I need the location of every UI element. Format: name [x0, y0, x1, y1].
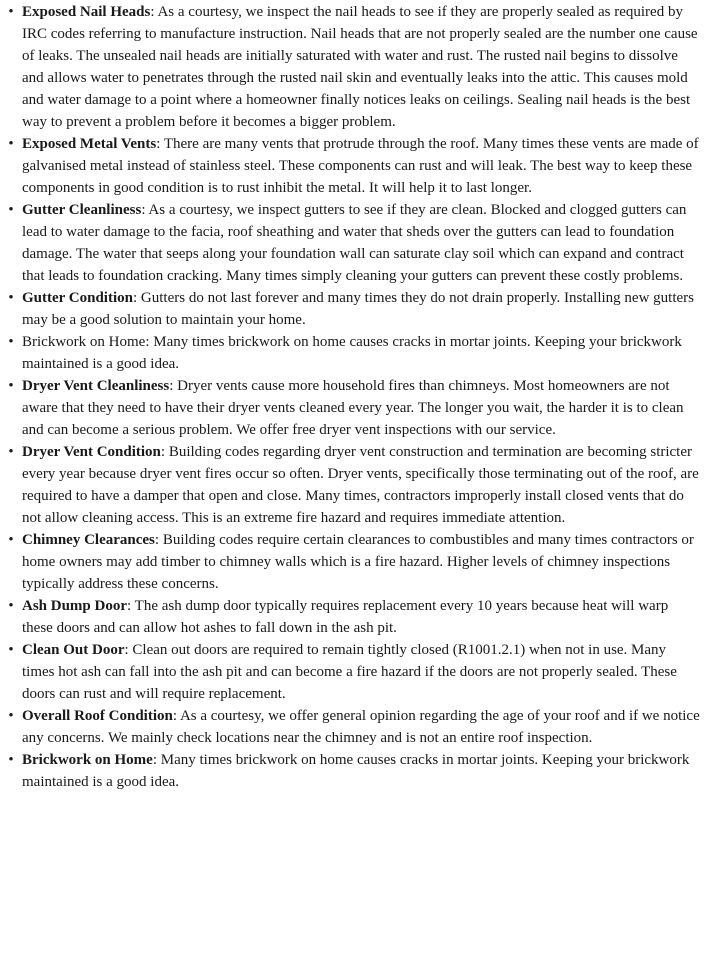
- item-separator: :: [141, 202, 149, 218]
- item-term: Exposed Metal Vents: [22, 136, 157, 152]
- item-description: Building codes regarding dryer vent construction and termination are becoming stricter every year because dryer vent fires occur so often. Dryer vents, specifically those terminating out of the roof, are required to have a damper that open and close. Many times, contractors improperly install closed vents that do not allow cleaning access. This is an extreme fire hazard and requires immediate attention.: [22, 444, 699, 526]
- bullet-icon: •: [8, 290, 14, 306]
- item-description: Gutters do not last forever and many times they do not drain properly. Installing new gutters may be a good solution to maintain your home.: [22, 290, 694, 328]
- list-item: [0, 529, 700, 595]
- list-item: [0, 375, 700, 441]
- item-description: Dryer vents cause more household fires than chimneys. Most homeowners are not aware that they need to have their dryer vents cleaned every year. The longer you wait, the harder it is to clean and can become a serious problem. We offer free dryer vent inspections with our service.: [22, 378, 684, 438]
- item-description: As a courtesy, we inspect the nail heads to see if they are properly sealed as required by IRC codes referring to manufacture instruction. Nail heads that are not properly sealed are the number one cause of leaks. The unsealed nail heads are initially saturated with water and rust. The rusted nail begins to dissolve and allows water to penetrates through the rusted nail skin and eventually leaks into the attic. This causes mold and water damage to a point where a homeowner finally notices leaks on ceilings. Sealing nail heads is the best way to prevent a problem before it becomes a bigger problem.: [22, 4, 698, 130]
- item-description: Many times brickwork on home causes cracks in mortar joints. Keeping your brickwork maintained is a good idea.: [22, 334, 682, 372]
- bullet-icon: •: [8, 532, 14, 548]
- list-item: [0, 749, 700, 793]
- bullet-icon: •: [8, 444, 14, 460]
- bullet-icon: •: [8, 598, 14, 614]
- item-term: Gutter Cleanliness: [22, 202, 142, 218]
- item-description: As a courtesy, we inspect gutters to see if they are clean. Blocked and clogged gutters can lead to water damage to the facia, roof sheathing and water that sheds over the gutters can lead to foundation damage. The water that seeps along your foundation wall can saturate clay soil which can expand and contract that leads to foundation cracking. Many times simply cleaning your gutters can prevent these costly problems.: [22, 202, 687, 284]
- item-term: Brickwork on Home: [22, 752, 153, 768]
- item-term: Exposed Nail Heads: [22, 4, 151, 20]
- item-term: Chimney Clearances: [22, 532, 155, 548]
- item-term: Dryer Vent Cleanliness: [22, 378, 170, 394]
- item-term: Dryer Vent Condition: [22, 444, 161, 460]
- item-description: As a courtesy, we offer general opinion regarding the age of your roof and if we notice any concerns. We mainly check locations near the chimney and is not an entire roof inspection.: [22, 708, 700, 746]
- item-separator: :: [156, 136, 164, 152]
- bullet-icon: •: [8, 4, 14, 20]
- list-item: [0, 331, 700, 375]
- item-term: Clean Out Door: [22, 642, 125, 658]
- bullet-icon: •: [8, 752, 14, 768]
- item-description: There are many vents that protrude through the roof. Many times these vents are made of galvanised metal instead of stainless steel. These components can rust and will leak. The best way to keep these components in good condition is to rust inhibit the metal. It will help it to last longer.: [22, 136, 699, 196]
- item-separator: :: [124, 642, 133, 658]
- item-separator: :: [172, 708, 180, 724]
- item-separator: :: [154, 532, 163, 548]
- bullet-icon: •: [8, 642, 14, 658]
- bullet-icon: •: [8, 202, 14, 218]
- list-item: [0, 639, 700, 705]
- item-description: Building codes require certain clearances to combustibles and many times contractors or home owners may add timber to chimney walls which is a fire hazard. Higher levels of chimney inspections typically address these concerns.: [22, 532, 694, 592]
- item-term: Gutter Condition: [22, 290, 133, 306]
- item-description: Many times brickwork on home causes cracks in mortar joints. Keeping your brickwork maintained is a good idea.: [22, 752, 690, 790]
- list-item: [0, 705, 700, 749]
- bullet-icon: •: [8, 378, 14, 394]
- item-separator: :: [152, 752, 161, 768]
- item-separator: :: [127, 598, 135, 614]
- item-description: Clean out doors are required to remain tightly closed (R1001.2.1) when not in use. Many times hot ash can fall into the ash pit and can become a fire hazard if the doors are not properly sealed. These doors can rust and will require replacement.: [22, 642, 677, 702]
- item-separator: :: [169, 378, 178, 394]
- item-description: The ash dump door typically requires replacement every 10 years because heat will warp these doors and can allow hot ashes to fall down in the ash pit.: [22, 598, 669, 636]
- bullet-icon: •: [8, 708, 14, 724]
- item-separator: :: [150, 4, 158, 20]
- inspection-items-list: [0, 1, 700, 793]
- list-item: [0, 1, 700, 133]
- item-term: Overall Roof Condition: [22, 708, 173, 724]
- item-separator: :: [145, 334, 154, 350]
- item-separator: :: [160, 444, 169, 460]
- list-item: [0, 199, 700, 287]
- list-item: [0, 133, 700, 199]
- list-item: [0, 441, 700, 529]
- item-term: Ash Dump Door: [22, 598, 128, 614]
- bullet-icon: •: [8, 334, 14, 350]
- list-item: [0, 287, 700, 331]
- bullet-icon: •: [8, 136, 14, 152]
- list-item: [0, 595, 700, 639]
- item-term: Brickwork on Home: [22, 334, 146, 350]
- item-separator: :: [132, 290, 141, 306]
